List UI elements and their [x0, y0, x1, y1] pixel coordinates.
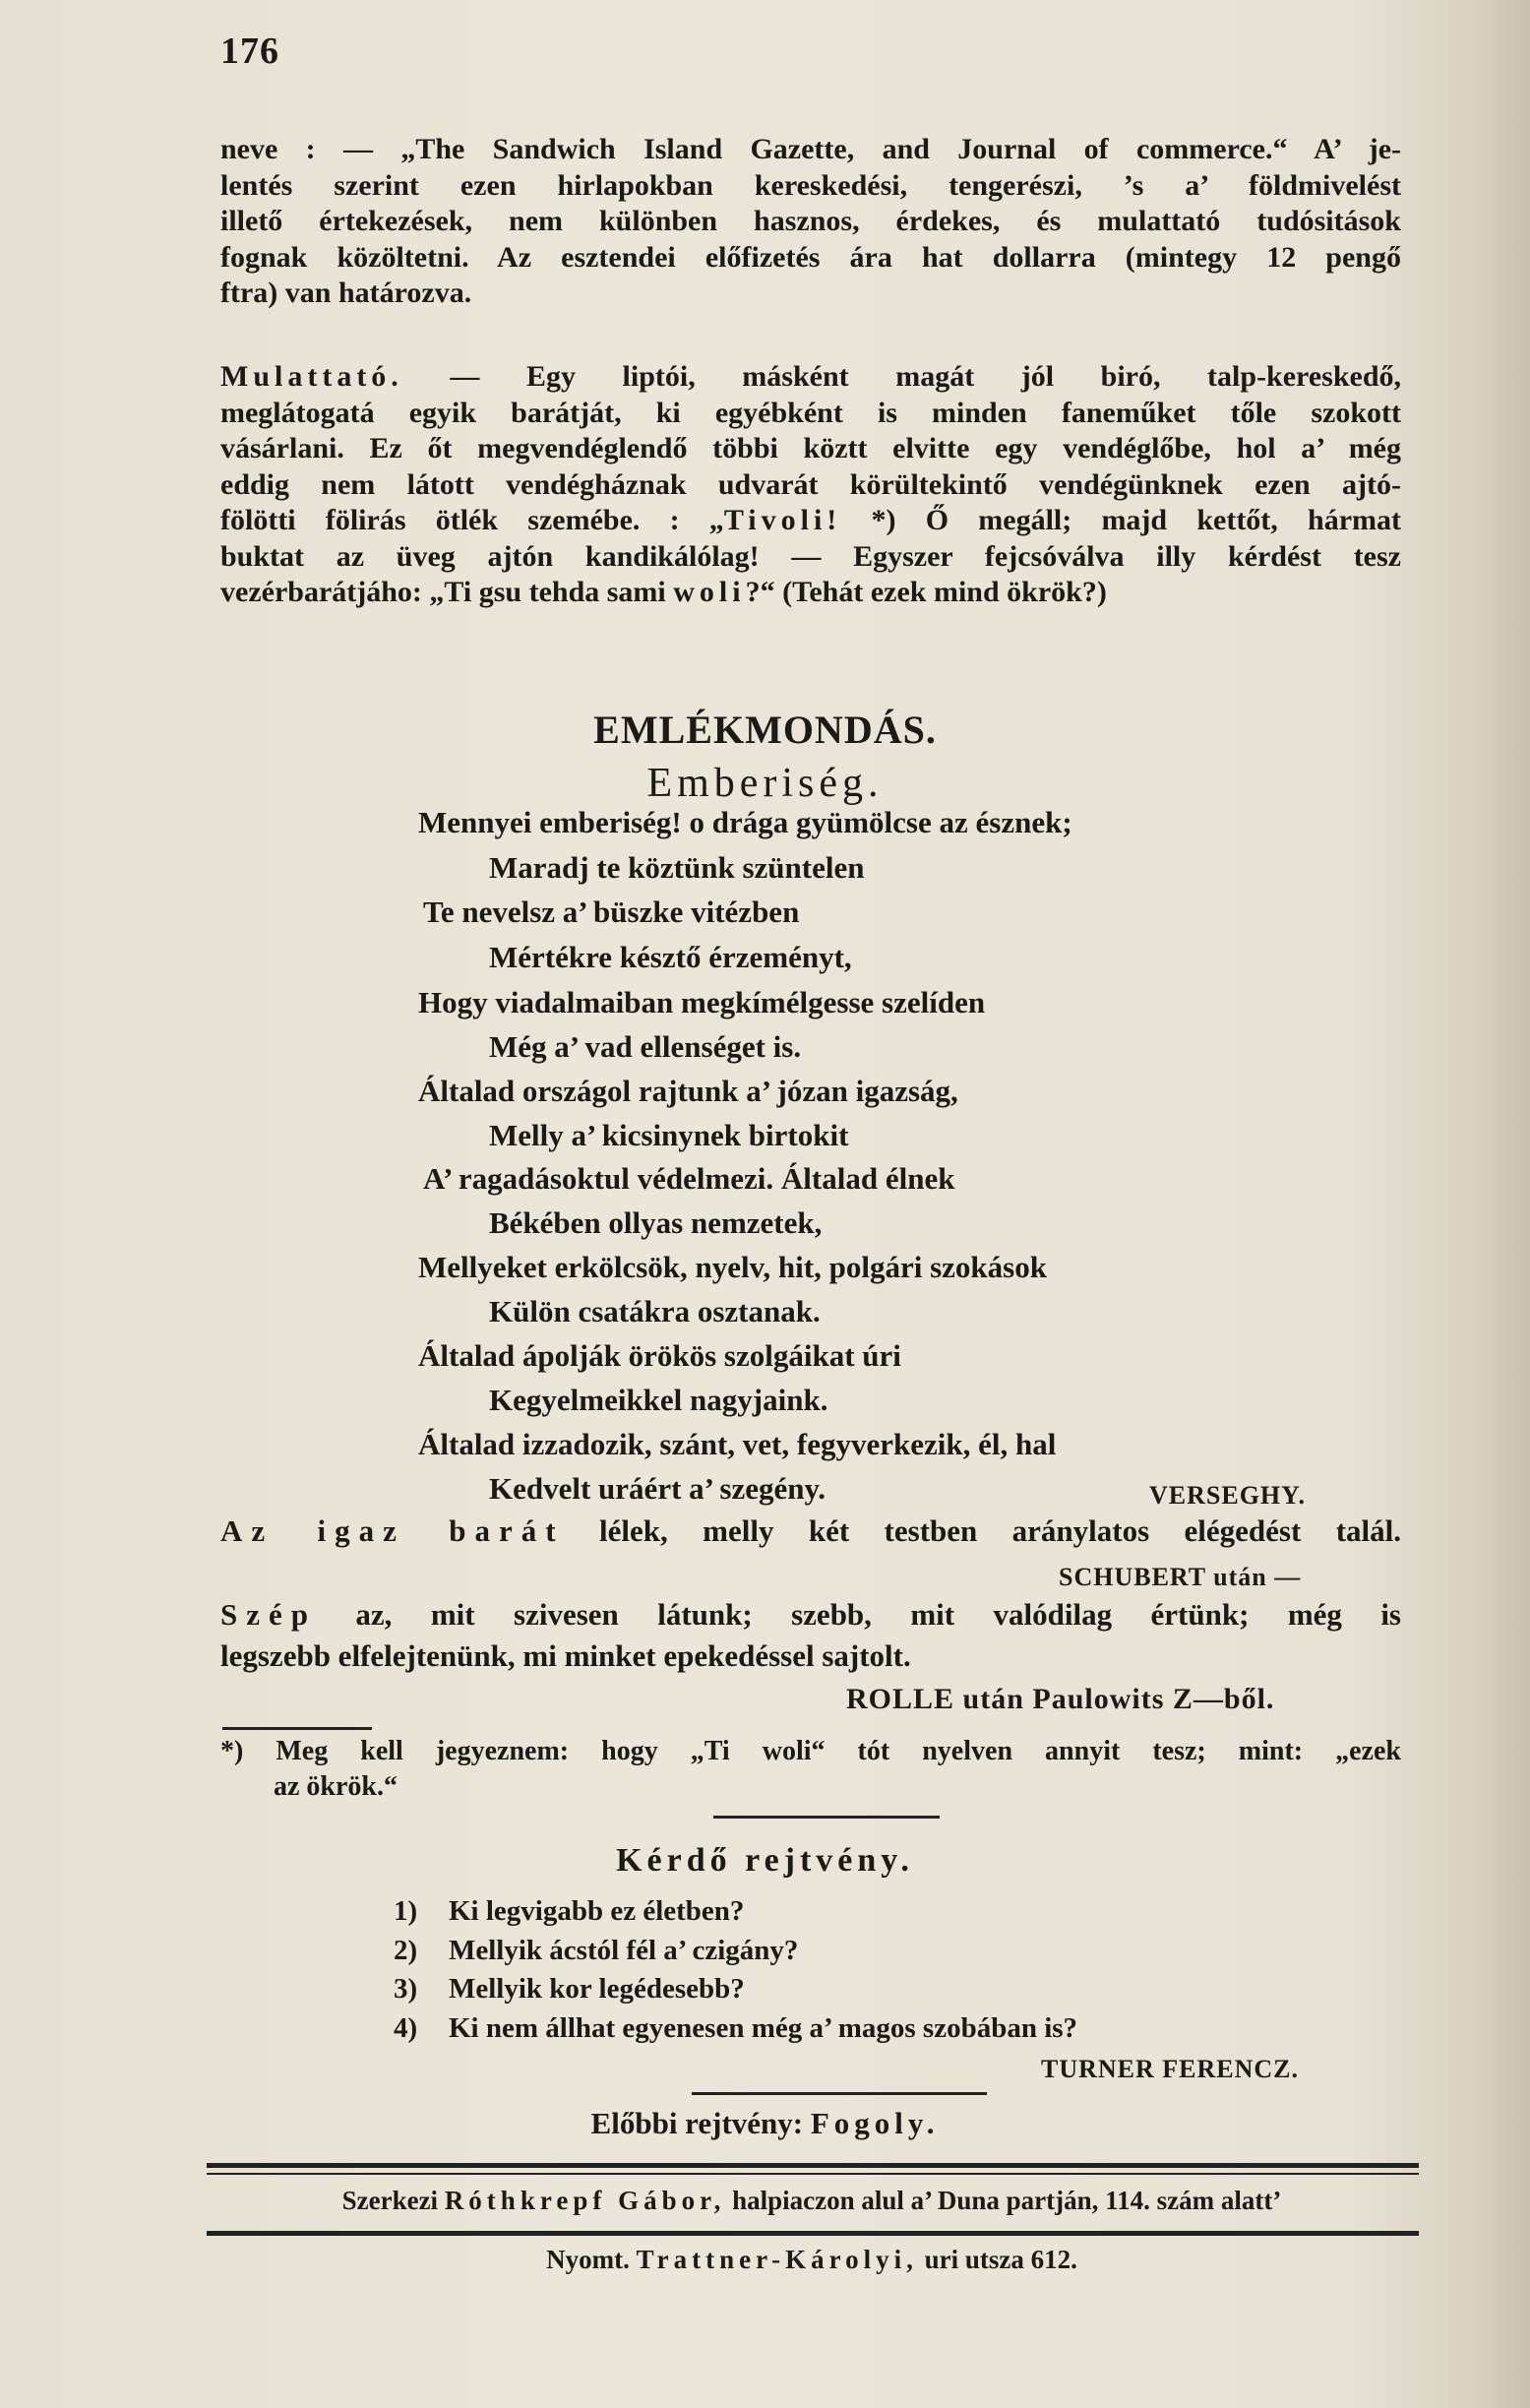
text-line: Szép az, mit szivesen látunk; szebb, mit valódilag értünk; még is	[220, 1597, 1401, 1632]
poem-author: VERSEGHY.	[1149, 1481, 1307, 1510]
text-line: illető értekezések, nem különben hasznos, érdekes, és mulattató tudósitások	[220, 205, 1401, 237]
section-divider	[713, 1816, 940, 1819]
poem-line: Te nevelsz a’ büszke vitézben	[423, 895, 800, 929]
anecdote-paragraph	[220, 359, 1401, 611]
riddle-question: 4) Ki nem állhat egyenesen még a’ magos szobában is?	[394, 2012, 1078, 2044]
editor-line: Szerkezi Róthkrepf Gábor, halpiaczon alul a’ Duna partján, 114. szám alatt’	[341, 2186, 1282, 2215]
poem-title: Emberiség.	[646, 761, 884, 806]
text-line: vásárlani. Ez őt megvendéglendő többi köztt elvitte egy vendéglőbe, hol a’ még	[220, 432, 1401, 464]
woli-word: woli	[673, 576, 746, 608]
saying-two	[220, 1594, 1401, 1677]
poem-line: Általad ápolják örökös szolgáikat úri	[418, 1338, 901, 1373]
poem-line: Mértékre késztő érzeményt,	[489, 940, 852, 974]
previous-riddle-answer: Előbbi rejtvény: Fogoly.	[590, 2106, 940, 2140]
poem-line: Kedvelt uráért a’ szegény.	[489, 1471, 826, 1506]
text-line: az ökrök.“	[274, 1771, 398, 1802]
riddle-author: TURNER FERENCZ.	[1041, 2055, 1300, 2083]
editor-name: Róthkrepf Gábor,	[444, 2186, 726, 2215]
text-line: lentés szerint ezen hirlapokban kereskedési, tengerészi, ’s a’ földmivelést	[220, 168, 1401, 202]
poem-line: Békében ollyas nemzetek,	[489, 1205, 823, 1240]
text-line: buktat az üveg ajtón kandikálólag! — Egyszer fejcsóválva illy kérdést tesz	[220, 539, 1401, 573]
text-line: Az igaz barát lélek, melly két testben aránylatos elégedést talál.	[220, 1513, 1402, 1548]
text-line: ftra) van határozva.	[220, 277, 472, 309]
poem-line: Általad országol rajtunk a’ józan igazság,	[418, 1074, 958, 1108]
text-line: Mulattató. — Egy liptói, másként magát jól biró, talp-kereskedő,	[220, 360, 1402, 393]
text-line: vezérbarátjáho: „Ti gsu tehda sami woli?“ (Tehát ezek mind ökrök?)	[220, 576, 1107, 608]
text-line: fölötti fölirás ötlék szemébe. : „Tivoli! *) Ő megáll; majd kettőt, hármat	[220, 504, 1401, 536]
poem-line: Kegyelmeikkel nagyjaink.	[489, 1383, 828, 1417]
imprint-rule-thick	[207, 2163, 1419, 2168]
printer-line: Nyomt. Trattner-Károlyi, uri utsza 612.	[546, 2245, 1077, 2274]
saying-one-author: SCHUBERT után —	[1059, 1563, 1302, 1591]
imprint-rule-thick	[207, 2231, 1419, 2236]
poem-line: Melly a’ kicsinynek birtokit	[489, 1118, 849, 1152]
footnote-rule	[222, 1727, 372, 1730]
poem-line: Mellyeket erkölcsök, nyelv, hit, polgári szokások	[418, 1250, 1047, 1284]
riddle-question: 2) Mellyik ácstól fél a’ czigány?	[394, 1935, 799, 1966]
saying-label: Az igaz barát	[220, 1513, 565, 1548]
saying-label: Szép	[220, 1597, 317, 1632]
text-line: *) Meg kell jegyeznem: hogy „Ti woli“ tót nyelven annyit tesz; mint: „ezek	[220, 1736, 1401, 1766]
tivoli-word: Tivoli!	[723, 504, 842, 536]
text-line: meglátogatá egyik barátját, ki egyébként is minden faneműket tőle szokott	[220, 396, 1401, 429]
riddle-question: 3) Mellyik kor legédesebb?	[394, 1973, 745, 2005]
text-line: legszebb elfelejtenünk, mi minket epekedéssel sajtolt.	[220, 1638, 911, 1673]
section-heading: EMLÉKMONDÁS.	[593, 708, 937, 752]
imprint-rule-thin	[207, 2173, 1419, 2175]
text-line: eddig nem látott vendégháznak udvarát körültekintő vendégünknek ezen ajtó-	[220, 467, 1401, 501]
poem-line: Maradj te köztünk szüntelen	[489, 850, 865, 885]
riddle-question: 1) Ki legvigabb ez életben?	[394, 1895, 745, 1927]
gazette-paragraph	[220, 132, 1401, 312]
poem-line: Még a’ vad ellenséget is.	[489, 1029, 802, 1064]
printer-name: Trattner-Károlyi,	[636, 2245, 918, 2274]
text-line: fognak közöltetni. Az esztendei előfizetés ára hat dollarra (mintegy 12 pengő	[220, 240, 1401, 274]
poem-line: Általad izzadozik, szánt, vet, fegyverkezik, él, hal	[418, 1427, 1057, 1461]
saying-two-author: ROLLE után Paulowits Z—ből.	[846, 1683, 1275, 1715]
riddle-title: Kérdő rejtvény.	[616, 1842, 914, 1879]
text-line: neve : — „The Sandwich Island Gazette, and Journal of commerce.“ A’ je-	[220, 133, 1401, 165]
poem-line: Mennyei emberiség! o drága gyümölcse az észnek;	[418, 805, 1072, 839]
poem-line: Külön csatákra osztanak.	[489, 1294, 821, 1328]
footnote	[220, 1734, 1401, 1805]
section-label: Mulattató.	[220, 360, 403, 393]
saying-one	[220, 1513, 1401, 1550]
poem-line: Hogy viadalmaiban megkímélgesse szelíden	[418, 985, 986, 1019]
page-number: 176	[220, 31, 279, 72]
section-divider	[692, 2092, 987, 2095]
poem-line: A’ ragadásoktul védelmezi. Általad élnek	[423, 1161, 955, 1196]
answer-word: Fogoly.	[810, 2106, 940, 2140]
